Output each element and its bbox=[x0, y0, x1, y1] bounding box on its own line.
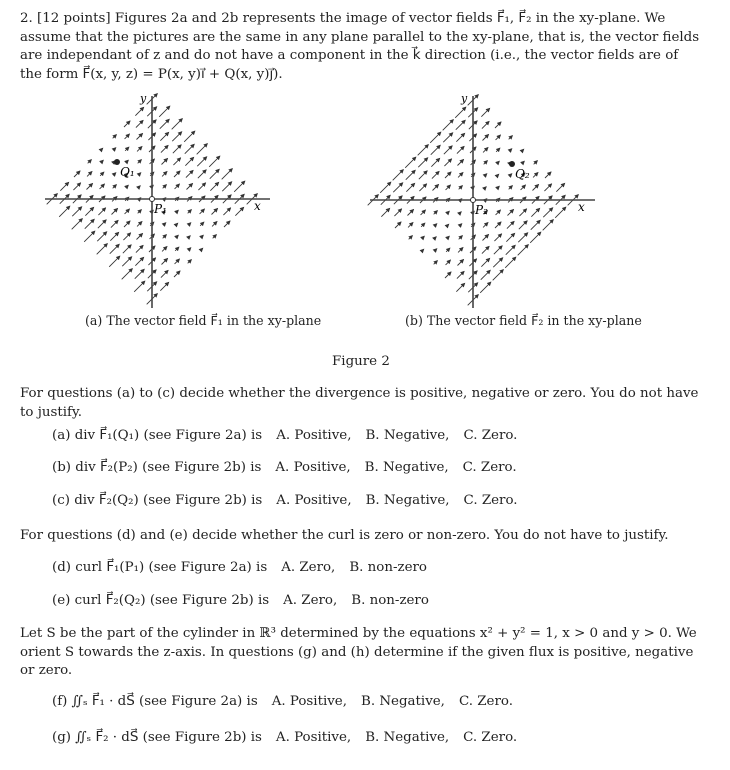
field-arrow bbox=[482, 234, 488, 240]
question-e: (e) curl F⃗₂(Q₂) (see Figure 2b) is A. Zero, B. non-zero bbox=[52, 593, 429, 608]
field-arrow bbox=[222, 169, 233, 180]
p1-label: P₁ bbox=[154, 202, 167, 216]
field-arrow bbox=[161, 145, 168, 152]
field-arrow bbox=[185, 144, 194, 153]
field-arrow bbox=[113, 173, 116, 176]
field-arrow bbox=[395, 222, 401, 228]
figure-label: Figure 2 bbox=[332, 354, 390, 369]
field-arrow bbox=[124, 121, 130, 127]
field-arrow bbox=[87, 172, 92, 177]
flux-intro: Let S be the part of the cylinder in ℝ³ determined by the equations x² + y² = 1, x > 0 and y > 0. We orient S towards the z-axis. In questions (g) and (h) determine if the given flux is positive, negative or zero. bbox=[20, 626, 697, 678]
field-arrow bbox=[445, 172, 451, 178]
field-arrow bbox=[531, 220, 540, 229]
field-arrow bbox=[88, 160, 92, 164]
field-arrow bbox=[110, 244, 119, 253]
field-arrow bbox=[496, 148, 500, 152]
field-arrow bbox=[123, 245, 131, 253]
field-arrow bbox=[495, 222, 501, 228]
field-arrow bbox=[138, 210, 142, 214]
field-arrow bbox=[137, 147, 142, 152]
field-arrow bbox=[139, 186, 140, 187]
field-arrow bbox=[519, 209, 526, 216]
field-arrow bbox=[135, 107, 143, 115]
vector-field-figure-b bbox=[365, 88, 605, 313]
field-arrow bbox=[172, 132, 181, 141]
field-arrow bbox=[134, 281, 145, 292]
field-arrow bbox=[422, 236, 425, 239]
field-arrow bbox=[176, 223, 177, 224]
field-arrow bbox=[201, 235, 204, 238]
field-arrow bbox=[509, 174, 512, 177]
field-arrow bbox=[161, 270, 168, 277]
y-axis-label: y bbox=[461, 92, 468, 105]
field-arrow bbox=[419, 171, 427, 179]
field-arrow bbox=[496, 210, 501, 215]
field-arrow bbox=[136, 245, 143, 252]
field-arrow bbox=[545, 172, 551, 178]
field-arrow bbox=[176, 210, 179, 213]
question-b: (b) div F⃗₂(P₂) (see Figure 2b) is A. Positive, B. Negative, C. Zero. bbox=[52, 460, 517, 475]
field-arrow bbox=[482, 246, 489, 253]
field-arrow bbox=[100, 172, 104, 176]
field-arrow bbox=[518, 245, 529, 256]
field-arrow bbox=[210, 182, 218, 190]
field-arrow bbox=[174, 271, 180, 277]
field-arrow bbox=[135, 269, 144, 278]
field-arrow bbox=[519, 221, 527, 229]
field-arrow bbox=[136, 233, 142, 239]
q2-label: Q₂ bbox=[515, 167, 530, 181]
field-arrow bbox=[224, 221, 230, 227]
field-arrow bbox=[59, 206, 70, 217]
field-arrow bbox=[418, 158, 427, 167]
field-arrow bbox=[185, 157, 193, 165]
field-arrow bbox=[97, 232, 106, 241]
field-arrow bbox=[135, 257, 143, 265]
question-g: (g) ∬ₛ F⃗₂ · dS⃗ (see Figure 2b) is A. Positive, B. Negative, C. Zero. bbox=[52, 730, 518, 745]
field-arrow bbox=[431, 145, 440, 154]
field-arrow bbox=[60, 182, 68, 190]
field-arrow bbox=[443, 120, 454, 131]
field-arrow bbox=[457, 259, 463, 265]
field-arrow bbox=[175, 184, 180, 189]
field-arrow bbox=[160, 282, 168, 290]
field-arrow bbox=[162, 172, 167, 177]
field-arrow bbox=[493, 270, 504, 281]
field-arrow bbox=[109, 256, 120, 267]
field-arrow bbox=[86, 183, 92, 189]
field-arrow bbox=[123, 233, 130, 240]
field-arrow bbox=[381, 208, 389, 216]
field-arrow bbox=[481, 270, 490, 279]
field-arrow bbox=[432, 184, 438, 190]
field-arrow bbox=[136, 133, 142, 139]
field-arrow bbox=[406, 170, 415, 179]
field-arrow bbox=[459, 236, 463, 240]
vector-field-figure-a bbox=[40, 88, 280, 313]
field-arrow bbox=[72, 207, 81, 216]
field-arrow bbox=[435, 237, 436, 238]
field-arrow bbox=[494, 246, 502, 254]
field-arrow bbox=[421, 223, 425, 227]
field-arrow bbox=[444, 159, 451, 166]
field-arrow bbox=[460, 212, 461, 213]
p2-label: P₂ bbox=[475, 203, 488, 217]
field-arrow bbox=[161, 158, 167, 164]
field-arrow bbox=[186, 183, 192, 189]
field-arrow bbox=[434, 211, 438, 215]
field-arrow bbox=[421, 210, 426, 215]
field-arrow bbox=[482, 134, 488, 140]
question-c: (c) div F⃗₂(Q₂) (see Figure 2b) is A. Positive, B. Negative, C. Zero. bbox=[52, 493, 518, 508]
field-arrow bbox=[188, 223, 191, 226]
field-arrow bbox=[223, 208, 230, 215]
field-arrow bbox=[72, 219, 83, 230]
field-arrow bbox=[163, 223, 166, 226]
field-arrow bbox=[481, 108, 489, 116]
field-arrow bbox=[434, 261, 438, 265]
field-arrow bbox=[100, 184, 105, 189]
field-arrow bbox=[418, 145, 429, 156]
field-arrow bbox=[160, 119, 169, 128]
field-arrow bbox=[407, 209, 413, 215]
field-arrow bbox=[201, 248, 202, 249]
field-arrow bbox=[483, 148, 488, 153]
field-arrow bbox=[173, 158, 180, 165]
field-arrow bbox=[97, 244, 108, 255]
field-arrow bbox=[126, 160, 129, 163]
question-d: (d) curl F⃗₁(P₁) (see Figure 2a) is A. Zero, B. non-zero bbox=[52, 560, 427, 575]
field-arrow bbox=[138, 173, 141, 176]
field-arrow bbox=[176, 235, 179, 238]
field-arrow bbox=[484, 161, 488, 165]
question-f: (f) ∬ₛ F⃗₁ · dS⃗ (see Figure 2a) is A. Positive, B. Negative, C. Zero. bbox=[52, 694, 513, 709]
field-arrow bbox=[434, 249, 437, 252]
field-arrow bbox=[197, 157, 206, 166]
field-arrow bbox=[175, 259, 180, 264]
field-arrow bbox=[125, 134, 130, 139]
field-arrow bbox=[507, 221, 514, 228]
q1-label: Q₁ bbox=[120, 165, 135, 179]
field-arrow bbox=[531, 208, 539, 216]
field-arrow bbox=[446, 248, 450, 252]
field-arrow bbox=[457, 146, 464, 153]
field-arrow bbox=[534, 161, 538, 165]
field-arrow bbox=[380, 182, 391, 193]
field-arrow bbox=[175, 247, 179, 251]
field-arrow bbox=[494, 234, 501, 241]
field-arrow bbox=[184, 131, 195, 142]
field-arrow bbox=[209, 156, 220, 167]
field-arrow bbox=[457, 271, 464, 278]
curl-intro: For questions (d) and (e) decide whether the curl is zero or non-zero. You do not have to justify. bbox=[20, 528, 669, 543]
field-arrow bbox=[174, 171, 180, 177]
field-arrow bbox=[85, 219, 94, 228]
field-arrow bbox=[522, 149, 523, 150]
field-arrow bbox=[497, 186, 500, 189]
field-arrow bbox=[530, 232, 541, 243]
field-arrow bbox=[122, 269, 133, 280]
field-arrow bbox=[455, 107, 466, 118]
field-arrow bbox=[113, 148, 116, 151]
field-arrow bbox=[222, 182, 231, 191]
field-arrow bbox=[136, 120, 143, 127]
field-arrow bbox=[234, 181, 245, 192]
field-arrow bbox=[456, 133, 464, 141]
field-arrow bbox=[521, 185, 526, 190]
field-arrow bbox=[125, 209, 130, 214]
field-arrow bbox=[518, 233, 527, 242]
caption-figure-b: (b) The vector field F⃗₂ in the xy-plane bbox=[405, 313, 642, 328]
field-arrow bbox=[544, 184, 551, 191]
field-arrow bbox=[210, 169, 219, 178]
field-arrow bbox=[124, 221, 130, 227]
field-arrow bbox=[126, 185, 129, 188]
field-arrow bbox=[406, 183, 414, 191]
field-arrow bbox=[212, 222, 217, 227]
field-arrow bbox=[430, 132, 441, 143]
field-arrow bbox=[497, 161, 500, 164]
origin-point bbox=[150, 197, 155, 202]
field-arrow bbox=[497, 174, 498, 175]
field-arrow bbox=[163, 235, 167, 239]
question-a: (a) div F⃗₁(Q₁) (see Figure 2a) is A. Positive, B. Negative, C. Zero. bbox=[52, 428, 518, 443]
field-arrow bbox=[213, 235, 217, 239]
field-arrow bbox=[434, 224, 437, 227]
x-axis-label: x bbox=[578, 200, 585, 214]
field-arrow bbox=[445, 272, 451, 278]
field-arrow bbox=[111, 208, 117, 214]
field-arrow bbox=[188, 248, 191, 251]
origin-point bbox=[471, 198, 476, 203]
x-axis-label: x bbox=[254, 199, 261, 213]
field-arrow bbox=[419, 184, 426, 191]
field-arrow bbox=[405, 157, 416, 168]
field-arrow bbox=[161, 258, 167, 264]
field-arrow bbox=[532, 184, 538, 190]
field-arrow bbox=[211, 208, 217, 214]
field-arrow bbox=[485, 187, 486, 188]
divergence-intro: For questions (a) to (c) decide whether the divergence is positive, negative or zero. You do not have to justify. bbox=[20, 386, 699, 420]
field-arrow bbox=[543, 220, 554, 231]
field-arrow bbox=[446, 260, 451, 265]
field-arrow bbox=[443, 133, 452, 142]
field-arrow bbox=[198, 183, 205, 190]
field-arrow bbox=[110, 232, 118, 240]
field-arrow bbox=[188, 210, 192, 214]
field-arrow bbox=[456, 120, 465, 129]
field-arrow bbox=[113, 135, 117, 139]
caption-figure-a: (a) The vector field F⃗₁ in the xy-plane bbox=[85, 313, 322, 328]
field-arrow bbox=[172, 119, 183, 130]
field-arrow bbox=[160, 132, 168, 140]
field-arrow bbox=[555, 207, 566, 218]
field-arrow bbox=[507, 209, 513, 215]
problem-statement: 2. [12 points] Figures 2a and 2b represents the image of vector fields F⃗₁, F⃗₂ in the xy-plane. We assume that the pictures are the same in any plane parallel to the xy-plane, that is, the vector fields are independant of z and do not have a component in the k⃗ direction (i.e., the vector fields are of the form F⃗(x, y, z) = P(x, y)i⃗ + Q(x, y)j⃗). bbox=[20, 11, 700, 82]
field-arrow bbox=[447, 224, 448, 225]
field-arrow bbox=[533, 173, 538, 178]
field-arrow bbox=[505, 257, 516, 268]
field-arrow bbox=[459, 186, 463, 190]
field-arrow bbox=[409, 236, 413, 240]
field-arrow bbox=[189, 236, 190, 237]
field-arrow bbox=[197, 144, 208, 155]
field-arrow bbox=[122, 257, 131, 266]
field-arrow bbox=[458, 173, 463, 178]
field-arrow bbox=[188, 260, 192, 264]
field-arrow bbox=[509, 136, 513, 140]
field-arrow bbox=[459, 224, 462, 227]
field-arrow bbox=[556, 183, 564, 191]
field-arrow bbox=[113, 185, 117, 189]
field-arrow bbox=[200, 222, 204, 226]
field-arrow bbox=[186, 170, 193, 177]
field-arrow bbox=[200, 209, 205, 214]
field-arrow bbox=[393, 170, 404, 181]
field-arrow bbox=[447, 236, 450, 239]
field-arrow bbox=[173, 145, 181, 153]
field-arrow bbox=[125, 147, 129, 151]
field-arrow bbox=[506, 245, 515, 254]
field-arrow bbox=[484, 174, 487, 177]
field-arrow bbox=[394, 209, 401, 216]
field-arrow bbox=[458, 248, 463, 253]
field-arrow bbox=[431, 158, 439, 166]
field-arrow bbox=[493, 258, 502, 267]
field-arrow bbox=[393, 183, 402, 192]
field-arrow bbox=[446, 185, 451, 190]
field-arrow bbox=[111, 220, 118, 227]
field-arrow bbox=[522, 161, 525, 164]
field-arrow bbox=[408, 223, 413, 228]
field-arrow bbox=[509, 186, 513, 190]
field-arrow bbox=[101, 148, 102, 149]
field-arrow bbox=[98, 208, 105, 215]
field-arrow bbox=[73, 183, 80, 190]
field-arrow bbox=[101, 160, 104, 163]
field-arrow bbox=[432, 171, 439, 178]
field-arrow bbox=[198, 170, 206, 178]
field-arrow bbox=[74, 171, 80, 177]
field-arrow bbox=[483, 223, 488, 228]
field-arrow bbox=[495, 122, 501, 128]
field-arrow bbox=[162, 247, 167, 252]
field-arrow bbox=[543, 208, 552, 217]
field-arrow bbox=[422, 249, 423, 250]
field-arrow bbox=[506, 233, 514, 241]
field-arrow bbox=[98, 220, 106, 228]
field-arrow bbox=[447, 211, 450, 214]
field-arrow bbox=[457, 159, 463, 165]
field-arrow bbox=[84, 231, 95, 242]
field-arrow bbox=[456, 283, 464, 291]
field-arrow bbox=[496, 135, 501, 140]
field-arrow bbox=[138, 160, 142, 164]
field-arrow bbox=[509, 149, 512, 152]
y-axis-label: y bbox=[140, 92, 147, 105]
field-arrow bbox=[481, 258, 489, 266]
field-arrow bbox=[482, 121, 489, 128]
field-arrow bbox=[235, 207, 243, 215]
field-arrow bbox=[163, 185, 167, 189]
field-arrow bbox=[137, 222, 142, 227]
field-arrow bbox=[85, 207, 93, 215]
field-arrow bbox=[444, 146, 452, 154]
field-arrow bbox=[480, 282, 491, 293]
field-arrow bbox=[159, 106, 170, 117]
